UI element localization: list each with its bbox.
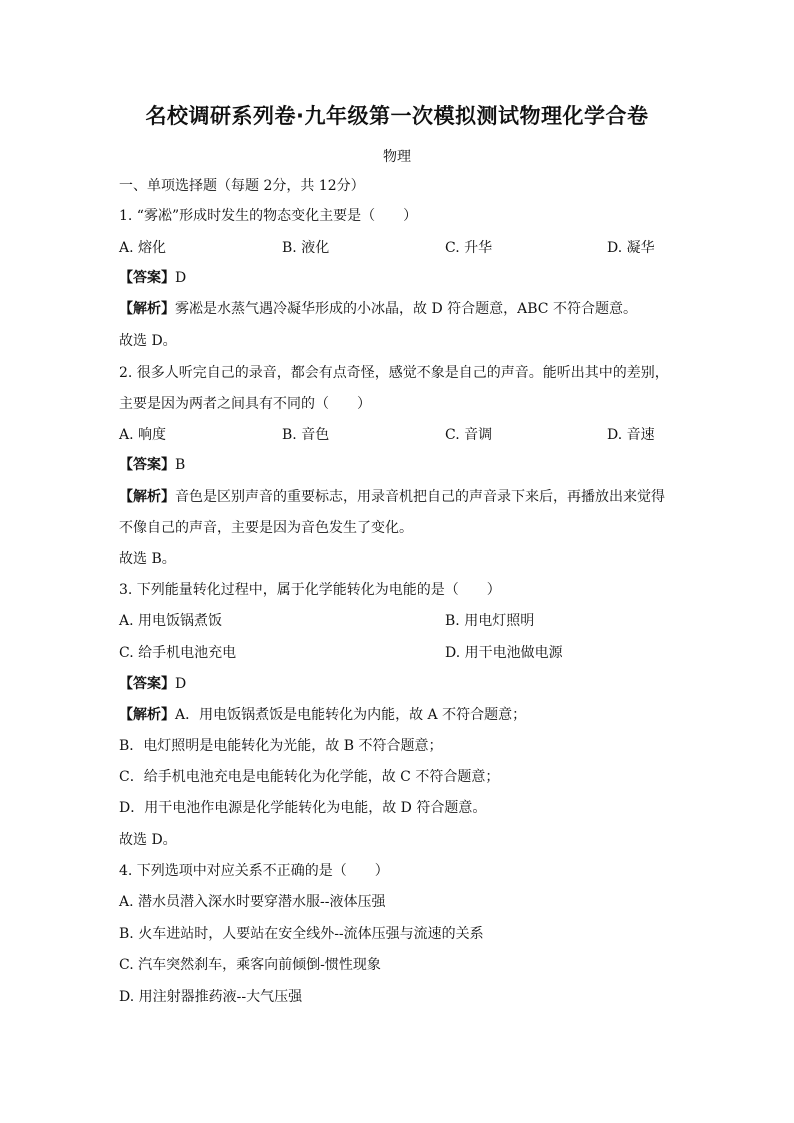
question-4-stem: 4. 下列选项中对应关系不正确的是（ ） (119, 863, 389, 879)
question-3-analysis-line-2: B．电灯照明是电能转化为光能，故 B 不符合题意； (119, 738, 443, 754)
question-4-option-a: A. 潜水员潜入深水时要穿潜水服--液体压强 (119, 894, 386, 910)
question-3-analysis-line-3: C．给手机电池充电是电能转化为化学能，故 C 不符合题意； (119, 769, 500, 785)
question-2-option-b: B. 音色 (282, 427, 330, 443)
question-1-option-b: B. 液化 (282, 240, 330, 256)
answer-label: 【答案】 (119, 270, 175, 286)
question-2-stem-line-2: 主要是因为两者之间具有不同的（ ） (119, 396, 371, 412)
question-1-conclusion: 故选 D。 (119, 333, 177, 349)
question-2-analysis (119, 487, 665, 507)
question-3-option-a: A. 用电饭锅煮饭 (119, 613, 223, 629)
analysis-text: A．用电饭锅煮饭是电能转化为内能，故 A 不符合题意； (175, 707, 527, 723)
question-2-option-c: C. 音调 (445, 427, 493, 443)
question-2-option-d: D. 音速 (607, 427, 655, 443)
page-title: 名校调研系列卷·九年级第一次模拟测试物理化学合卷 (145, 104, 649, 128)
question-3-stem: 3. 下列能量转化过程中，属于化学能转化为电能的是（ ） (119, 582, 501, 598)
answer-label: 【答案】 (119, 676, 175, 692)
question-2-stem-line-1: 2. 很多人听完自己的录音，都会有点奇怪，感觉不象是自己的声音。能听出其中的差别， (119, 365, 669, 381)
question-1-answer (119, 268, 186, 288)
question-1-stem: 1. “雾凇”形成时发生的物态变化主要是（ ） (119, 208, 418, 224)
question-2-answer (119, 455, 185, 475)
answer-value: B (175, 457, 186, 473)
question-4-option-b: B. 火车进站时，人要站在安全线外--流体压强与流速的关系 (119, 926, 484, 942)
question-1-analysis (119, 299, 637, 319)
question-4-option-c: C. 汽车突然刹车，乘客向前倾倒-惯性现象 (119, 957, 381, 973)
section-heading: 一、单项选择题（每题 2分，共 12分） (119, 178, 365, 194)
analysis-label: 【解析】 (119, 707, 175, 723)
question-3-conclusion: 故选 D。 (119, 832, 177, 848)
question-3-option-d: D. 用干电池做电源 (445, 645, 563, 661)
question-3-answer (119, 674, 186, 694)
question-1-option-c: C. 升华 (445, 240, 493, 256)
analysis-label: 【解析】 (119, 489, 175, 505)
subject-heading: 物理 (383, 149, 411, 165)
answer-value: D (175, 270, 187, 286)
question-1-option-a: A. 熔化 (119, 240, 167, 256)
question-1-option-d: D. 凝华 (607, 240, 655, 256)
question-2-option-a: A. 响度 (119, 427, 167, 443)
answer-label: 【答案】 (119, 457, 175, 473)
question-3-option-b: B. 用电灯照明 (445, 613, 535, 629)
analysis-label: 【解析】 (119, 301, 175, 317)
answer-value: D (175, 676, 187, 692)
question-2-conclusion: 故选 B。 (119, 551, 176, 567)
question-2-analysis-line-2: 不像自己的声音，主要是因为音色发生了变化。 (119, 520, 413, 536)
question-3-analysis-line-4: D．用干电池作电源是化学能转化为电能，故 D 符合题意。 (119, 800, 487, 816)
question-4-option-d: D. 用注射器推药液--大气压强 (119, 989, 303, 1005)
question-3-option-c: C. 给手机电池充电 (119, 645, 237, 661)
question-3-analysis (119, 705, 526, 725)
analysis-text: 音色是区别声音的重要标志，用录音机把自己的声音录下来后，再播放出来觉得 (175, 489, 665, 505)
analysis-text: 雾凇是水蒸气遇冷凝华形成的小冰晶，故 D 符合题意，ABC 不符合题意。 (175, 301, 637, 317)
